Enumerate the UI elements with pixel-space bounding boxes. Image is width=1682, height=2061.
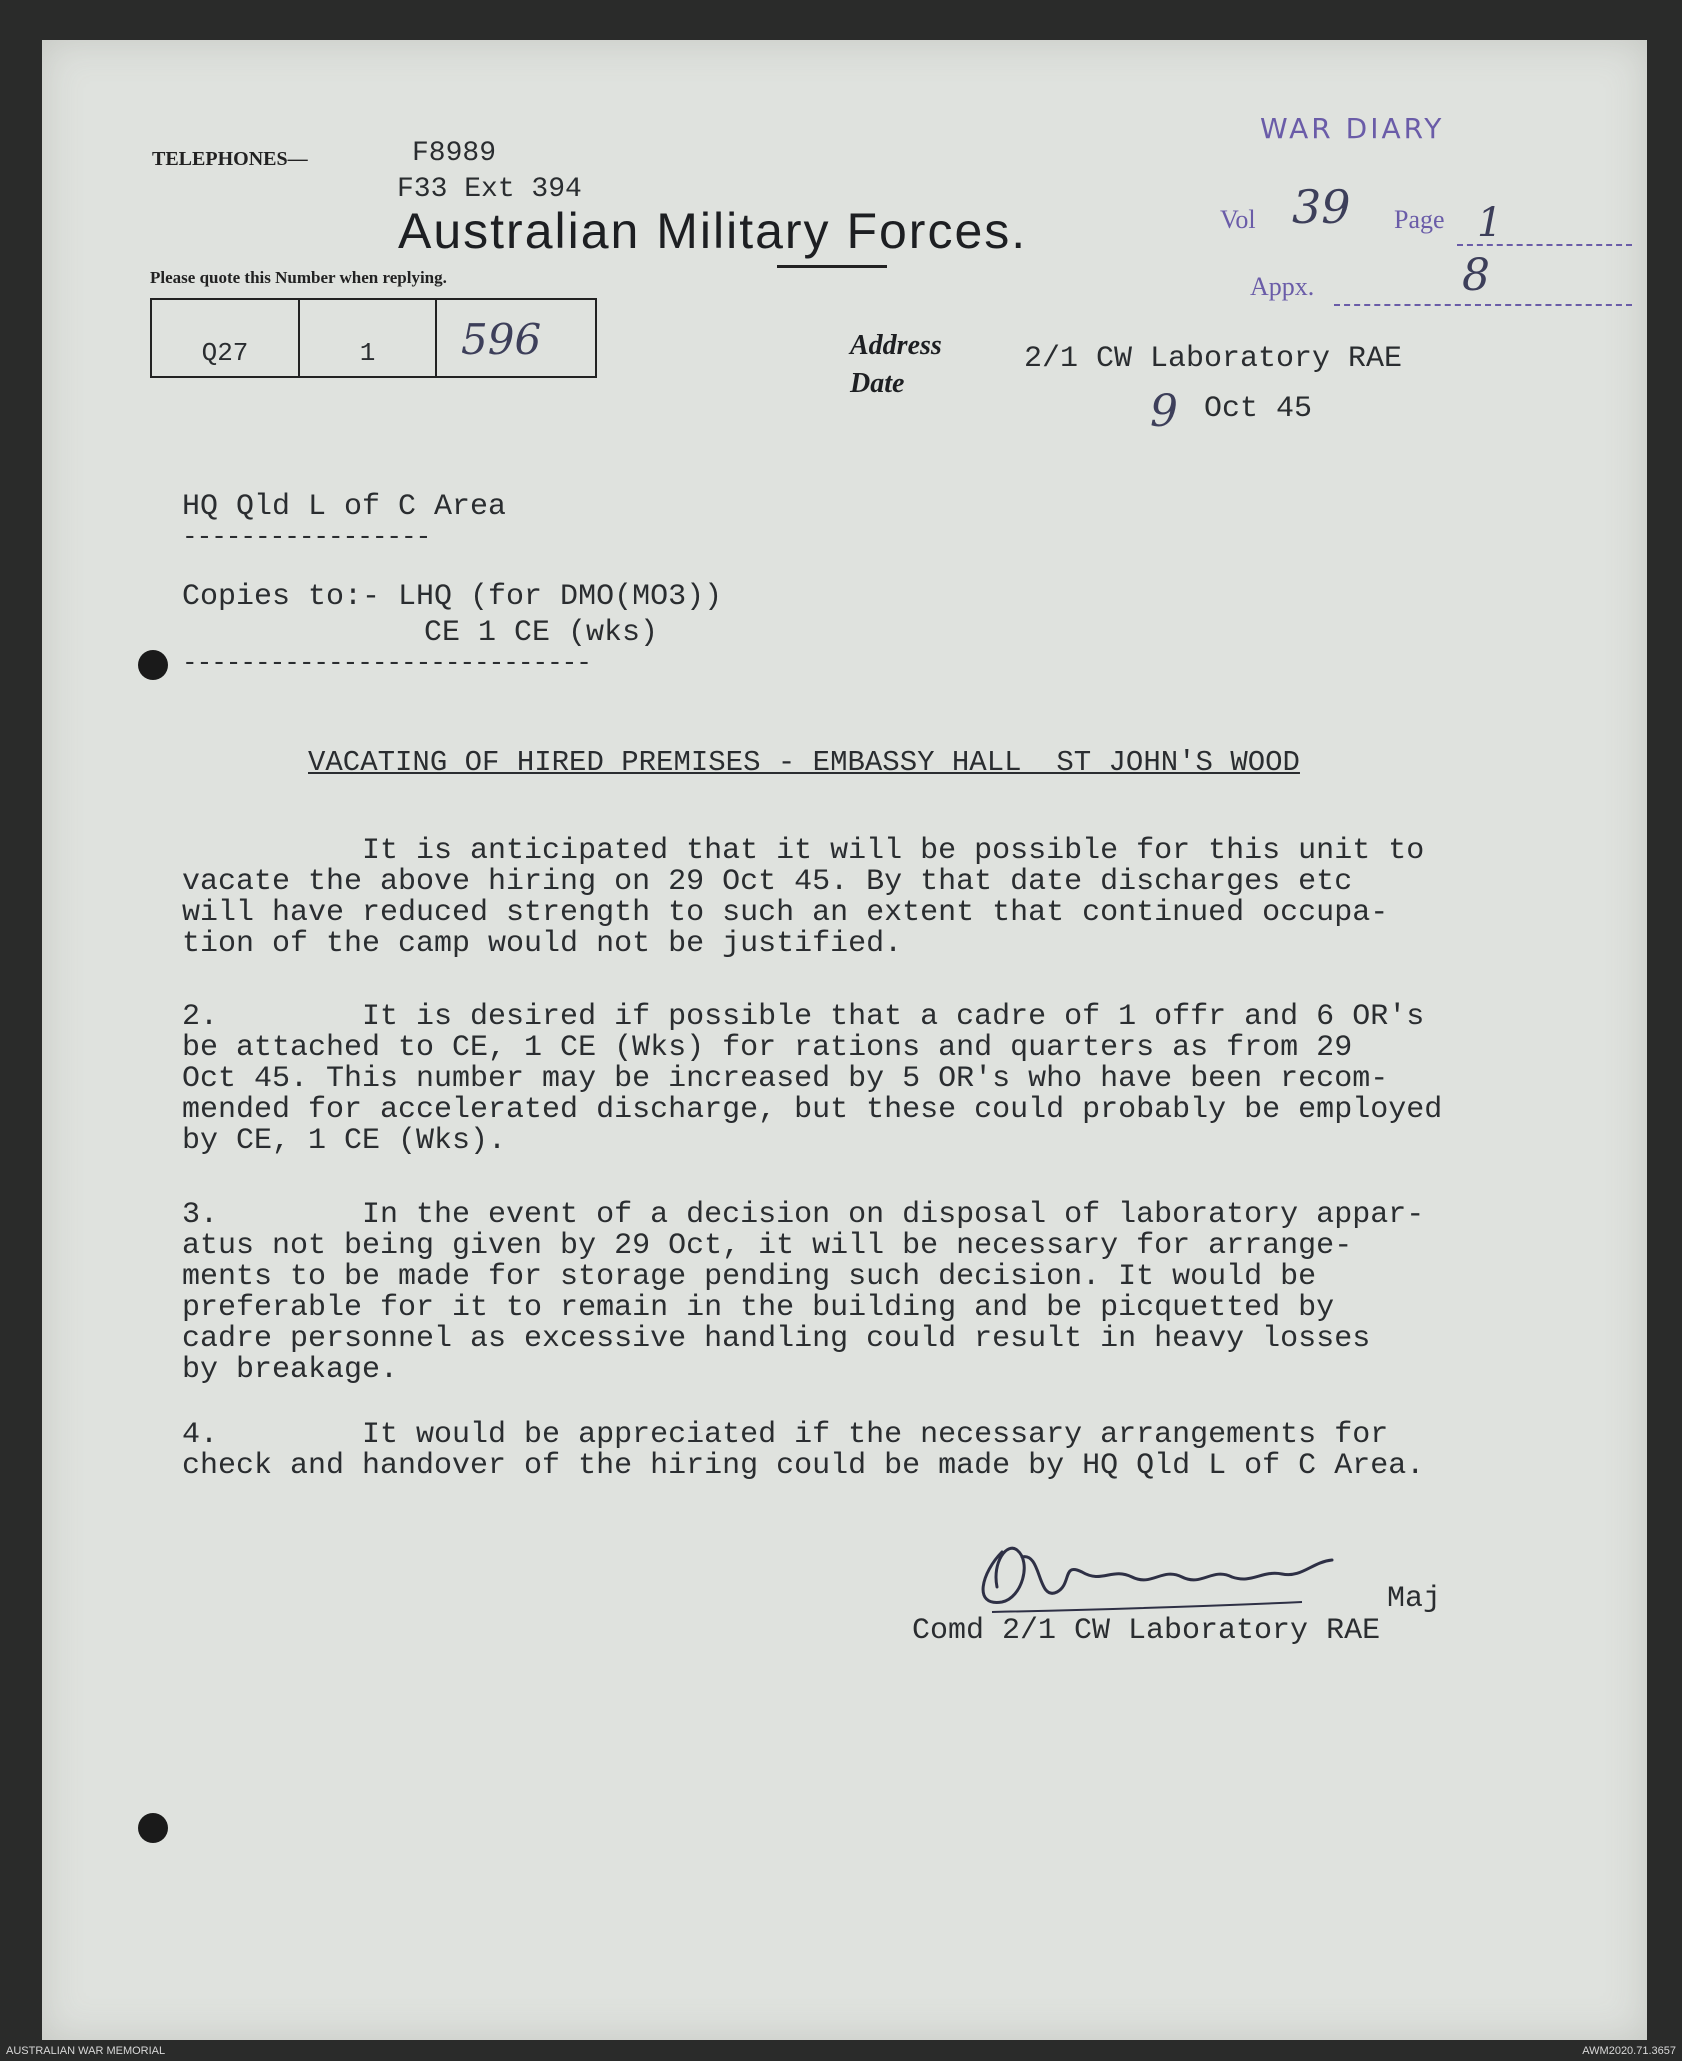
reference-part-2: 1: [359, 338, 376, 368]
stamp-appx-value: 8: [1462, 250, 1490, 301]
paragraph-3: 3. In the event of a decision on disposal of laboratory appar- atus not being given by 29 Oct, it will be necessary for arrange- ments to be made for storage pending such decision. It would be preferable for it to remain in the building and be picquetted by cadre personnel as excessive handling could result in heavy losses by breakage.: [182, 1198, 1425, 1387]
stamp-appx-rule: [1334, 304, 1632, 306]
telephone-number-1: F8989: [412, 138, 497, 169]
date-day: 9: [1150, 386, 1178, 437]
reference-number-box: [150, 298, 597, 378]
stamp-page-value: 1: [1477, 200, 1503, 246]
copies-to-line-2: CE 1 CE (wks): [424, 616, 659, 650]
telephones-label: TELEPHONES—: [152, 148, 308, 170]
paragraph-2: 2. It is desired if possible that a cadre of 1 offr and 6 OR's be attached to CE, 1 CE (Wks) for rations and quarters as from 29 Oct 45. This number may be increased by 5 OR's who have been recom- mended for accelerated discharge, but these could probably be employed by CE, 1 CE (Wks).: [182, 1000, 1443, 1158]
handwritten-signature: [962, 1532, 1382, 1622]
signatory-title: Comd 2/1 CW Laboratory RAE: [912, 1614, 1381, 1648]
telephone-number-2: F33 Ext 394: [397, 174, 582, 205]
stamp-page-label: Page: [1394, 205, 1445, 234]
punch-hole-upper: [138, 650, 168, 680]
reference-cell-1: [152, 300, 300, 376]
reference-cell-2: [300, 300, 437, 376]
address-label: Address: [850, 330, 942, 361]
date-month-year: Oct 45: [1204, 392, 1313, 426]
reference-cell-3: [437, 300, 595, 376]
footer-archive-id: AWM2020.71.3657: [1582, 2045, 1676, 2057]
letterhead-rule: [777, 265, 887, 268]
subject-heading: VACATING OF HIRED PREMISES - EMBASSY HALL ST JOHN'S WOOD: [308, 746, 1300, 779]
footer-archive-name: AUSTRALIAN WAR MEMORIAL: [6, 2045, 166, 2057]
copies-underline: ----------------------------: [182, 648, 591, 678]
reference-part-3: 596: [461, 315, 542, 364]
stamp-page-rule: [1457, 244, 1632, 246]
paragraph-1: It is anticipated that it will be possible for this unit to vacate the above hiring on 29 Oct 45. By that date discharges etc will have reduced strength to such an extent that continued occupa- tion of the camp would not be justified.: [182, 834, 1425, 961]
signatory-rank: Maj: [1387, 1582, 1442, 1616]
recipient: HQ Qld L of C Area: [182, 490, 507, 524]
letterhead-title: Australian Military Forces.: [398, 203, 1028, 259]
paragraph-4: 4. It would be appreciated if the necessary arrangements for check and handover of the hiring could be made by HQ Qld L of C Area.: [182, 1418, 1425, 1483]
war-diary-stamp-title: WAR DIARY: [1260, 112, 1445, 145]
punch-hole-lower: [138, 1813, 168, 1843]
quote-instruction: Please quote this Number when replying.: [150, 268, 447, 287]
date-label: Date: [850, 368, 905, 399]
reference-part-1: Q27: [201, 338, 249, 368]
stamp-vol-value: 39: [1292, 180, 1351, 234]
document-page: [42, 40, 1647, 2040]
stamp-vol-label: Vol: [1220, 205, 1256, 234]
recipient-underline: -----------------: [182, 522, 431, 552]
copies-to-line-1: Copies to:- LHQ (for DMO(MO3)): [182, 580, 723, 614]
sender-address: 2/1 CW Laboratory RAE: [1024, 342, 1403, 376]
stamp-appx-label: Appx.: [1250, 272, 1315, 301]
